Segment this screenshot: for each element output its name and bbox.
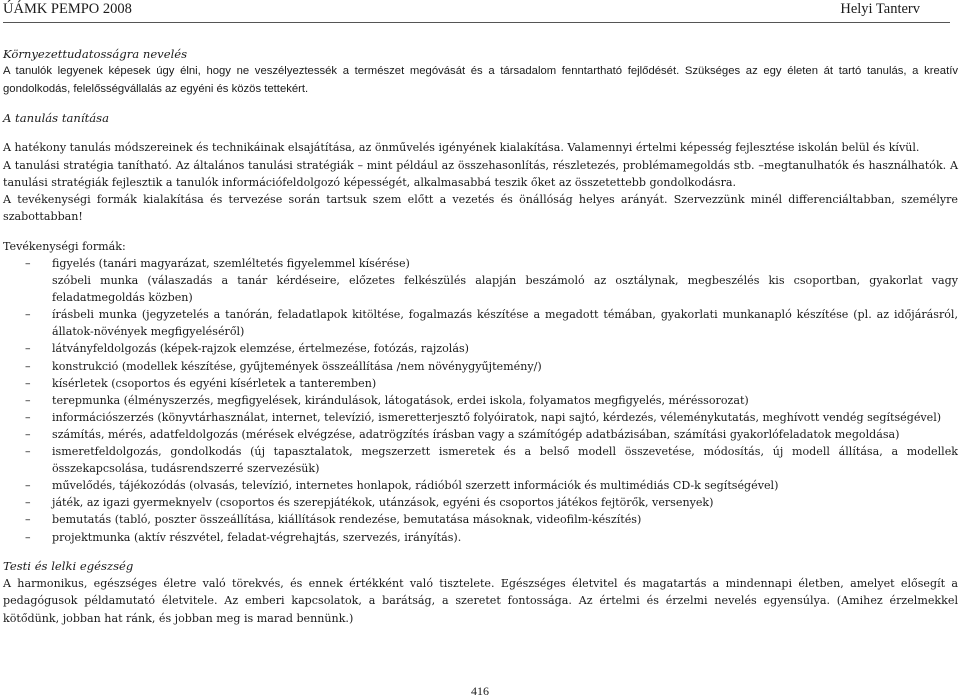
list-item-text: játék, az igazi gyermeknyelv (csoportos és szerepjátékok, utánzások, egyéni és csoportos játékos fejtörők, versenyek) (52, 496, 714, 510)
list-item (3, 494, 958, 511)
list-item-text: figyelés (tanári magyarázat, szemléltetés figyelemmel kísérése) (52, 257, 410, 270)
section-title: Környezettudatosságra nevelés (3, 47, 188, 61)
list-dash: – (25, 445, 31, 459)
list-item-text: látványfeldolgozás (képek-rajzok elemzése, értelmezése, fotózás, rajzolás) (52, 342, 469, 356)
list-dash: – (25, 410, 31, 424)
list-item-text: szóbeli munka (válaszadás a tanár kérdéseire, előzetes felkészülés alapján beszámoló az osztálynak, megbeszélés kis csoportban, gyakorlat vagy feladatmegoldás közben) (52, 274, 958, 305)
section-paragraph: A tanulási stratégia tanítható. Az általános tanulási stratégiák – mint például az összehasonlítás, részletezés, problémamegoldás stb. –megtanulhatók és használhatók. A tanulási stratégiák fejlesztik a tanulók információfeldolgozó képességét, alkalmasabbá teszik őket az összetettebb gondolkodásra. (3, 158, 958, 189)
section-health (3, 558, 958, 627)
list-dash: – (25, 257, 31, 270)
list-dash: – (25, 513, 31, 527)
list-dash: – (25, 359, 31, 373)
list-item-text: számítás, mérés, adatfeldolgozás (mérések elvégzése, adatrögzítés írásban vagy a számítógép adatbázisában, számítási gyakorlófeladatok megoldása) (52, 427, 900, 441)
list-item (3, 306, 958, 340)
list-dash: – (25, 427, 31, 441)
list-item (3, 340, 958, 357)
section-paragraph: A hatékony tanulás módszereinek és technikáinak elsajátítása, az önművelés igényének kialakítása. Valamennyi értelmi képesség fejlesztése iskolán belül és kívül. (3, 141, 920, 155)
list-dash: – (25, 376, 31, 390)
activity-list (3, 255, 958, 546)
list-item-text: írásbeli munka (jegyzetelés a tanórán, feladatlapok kitöltése, fogalmazás készítése a megadott témában, gyakorlati munkanapló készítése (pl. az időjárásról, állatok-növények megfigyeléséről) (52, 308, 958, 339)
list-dash: – (25, 342, 31, 356)
list-item-text: bemutatás (tabló, poszter összeállítása, kiállítások rendezése, bemutatása másoknak, videofilm-készítés) (52, 513, 642, 527)
list-item-text: kísérletek (csoportos és egyéni kísérletek a tanteremben) (52, 376, 377, 390)
section-environment (3, 46, 958, 98)
page-header (3, 0, 950, 23)
list-item-text: terepmunka (élményszerzés, megfigyelések, kirándulások, látogatások, erdei iskola, folyamatos megfigyelés, méréssorozat) (52, 393, 749, 407)
list-dash: – (25, 496, 31, 510)
list-item (3, 529, 958, 546)
list-item (3, 358, 958, 375)
list-item (3, 272, 958, 306)
list-item (3, 392, 958, 409)
section-paragraph: A harmonikus, egészséges életre való törekvés, és ennek értékként való tisztelete. Egészséges életvitel és magatartás a mindennapi életben, amelyet elősegít a pedagógusok példamutató életvitele. Az emberi kapcsolatok, a barátság, a szeretet fontossága. Az értelmi és érzelmi nevelés egyensúlya. (Amihez érzelmekkel kötődünk, jobban hat ránk, és jobban meg is marad bennünk.) (3, 577, 958, 625)
header-left-title: ÚÁMK PEMPO 2008 (3, 1, 132, 17)
page-content (3, 46, 958, 627)
list-dash: – (25, 308, 31, 322)
page-number: 416 (471, 684, 489, 698)
list-item (3, 255, 958, 272)
section-title: A tanulás tanítása (3, 110, 109, 125)
section-activities (3, 238, 958, 546)
list-item-text: ismeretfeldolgozás, gondolkodás (új tapasztalatok, megszerzett ismeretek és a belső modell összevetése, módosítás, új modell állítása, a modellek összekapcsolása, tudásrendszerré szervezésük) (52, 445, 958, 476)
list-item-text: művelődés, tájékozódás (olvasás, televízió, internetes honlapok, rádióból szerzett információk és multimédiás CD-k segítségével) (52, 479, 779, 493)
list-item-text: információszerzés (könyvtárhasználat, internet, televízió, ismeretterjesztő folyóiratok, napi sajtó, kérdezés, véleménykutatás, meghívott vendég segítségével) (52, 410, 942, 424)
list-item-text: projektmunka (aktív részvétel, feladat-végrehajtás, szervezés, irányítás). (52, 530, 462, 544)
header-right-title: Helyi Tanterv (840, 1, 920, 17)
list-item (3, 477, 958, 494)
list-dash: – (25, 530, 31, 544)
list-item (3, 443, 958, 477)
list-item (3, 426, 958, 443)
section-title: Tevékenységi formák: (3, 239, 126, 253)
list-item (3, 375, 958, 392)
section-paragraph: A tanulók legyenek képesek úgy élni, hogy ne veszélyeztessék a természet megóvását és a társadalom fenntartható fejlődését. Szükséges az egy életen át tartó tanulás, a kreatív gondolkodás, felelősségvállalás az egyéni és közös tettekért. (3, 65, 958, 95)
list-item (3, 409, 958, 426)
list-dash: – (25, 393, 31, 407)
list-dash: – (25, 479, 31, 493)
section-title: Testi és lelki egészség (3, 558, 134, 573)
list-item (3, 511, 958, 528)
section-learning (3, 110, 958, 226)
list-item-text: konstrukció (modellek készítése, gyűjtemények összeállítása /nem növénygyűjtemény/) (52, 359, 542, 373)
section-paragraph: A tevékenységi formák kialakítása és tervezése során tartsuk szem előtt a vezetés és önállóság helyes arányát. Szervezzünk minél differenciáltabban, személyre szabottabban! (3, 193, 958, 224)
